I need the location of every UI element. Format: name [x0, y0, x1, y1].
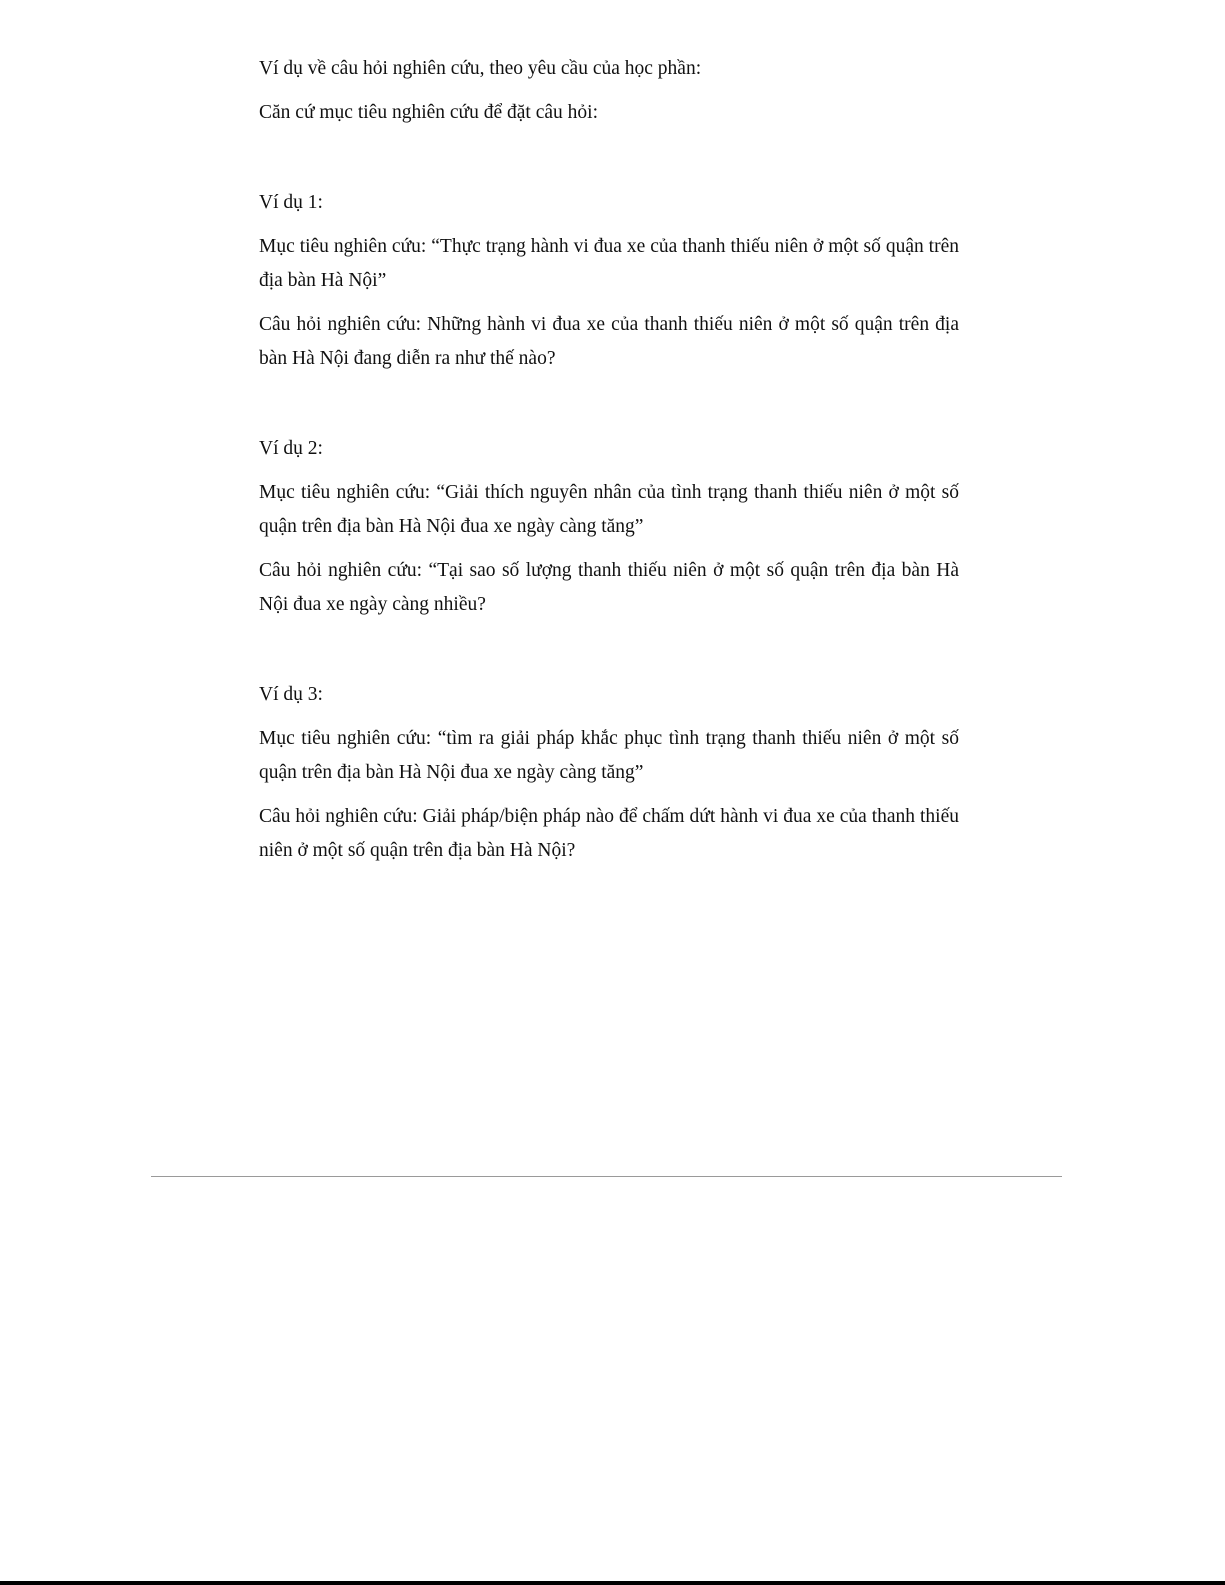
bottom-edge-bar [0, 1581, 1225, 1585]
page-separator [151, 1176, 1062, 1177]
basis-paragraph: Căn cứ mục tiêu nghiên cứu để đặt câu hỏi: [259, 102, 598, 123]
example-2-heading: Ví dụ 2: [259, 438, 323, 459]
intro-paragraph: Ví dụ về câu hỏi nghiên cứu, theo yêu cầu của học phần: [259, 58, 702, 79]
example-2-objective: Mục tiêu nghiên cứu: “Giải thích nguyên nhân của tình trạng thanh thiếu niên ở một số quận trên địa bàn Hà Nội đua xe ngày càng tăng” [259, 482, 959, 537]
example-3-objective: Mục tiêu nghiên cứu: “tìm ra giải pháp khắc phục tình trạng thanh thiếu niên ở một số quận trên địa bàn Hà Nội đua xe ngày càng tăng” [259, 728, 959, 783]
example-1-heading: Ví dụ 1: [259, 192, 323, 213]
document-body [259, 52, 959, 868]
example-1-objective: Mục tiêu nghiên cứu: “Thực trạng hành vi đua xe của thanh thiếu niên ở một số quận trên địa bàn Hà Nội” [259, 236, 959, 291]
example-3-question: Câu hỏi nghiên cứu: Giải pháp/biện pháp nào để chấm dứt hành vi đua xe của thanh thiếu niên ở một số quận trên địa bàn Hà Nội? [259, 806, 959, 861]
example-3-heading: Ví dụ 3: [259, 684, 323, 705]
example-1-question: Câu hỏi nghiên cứu: Những hành vi đua xe của thanh thiếu niên ở một số quận trên địa bàn Hà Nội đang diễn ra như thế nào? [259, 314, 959, 369]
example-2-question: Câu hỏi nghiên cứu: “Tại sao số lượng thanh thiếu niên ở một số quận trên địa bàn Hà Nội đua xe ngày càng nhiều? [259, 560, 959, 615]
